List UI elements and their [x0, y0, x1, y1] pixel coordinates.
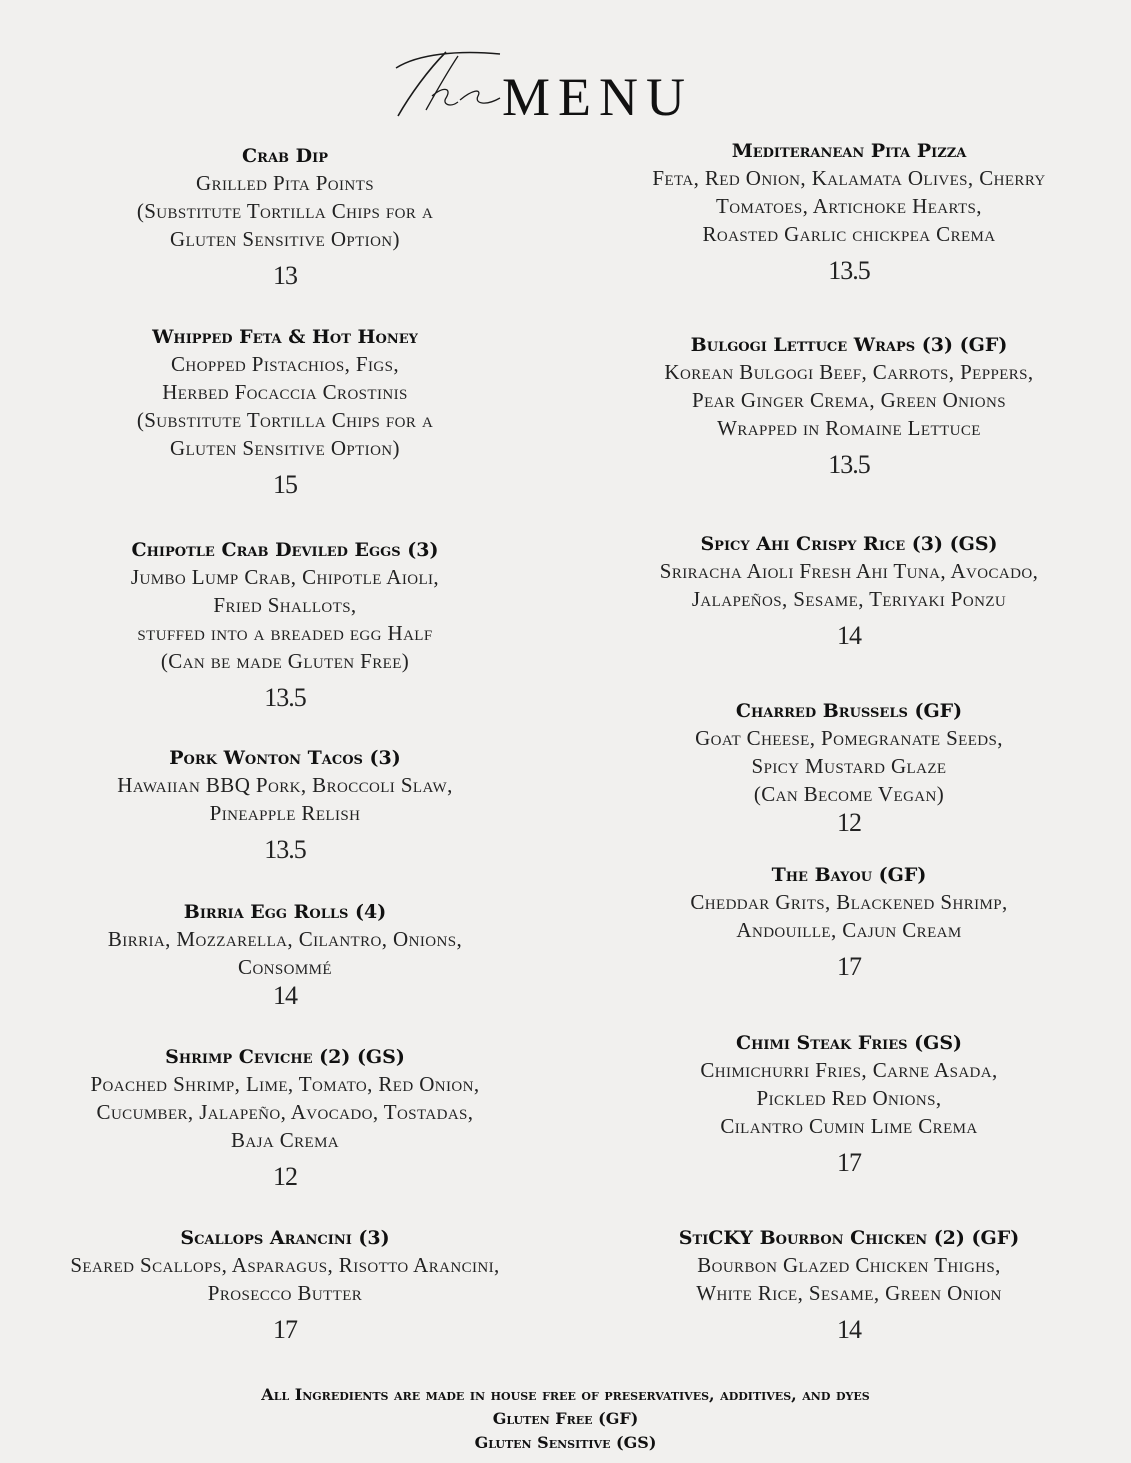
script-the-logo [388, 40, 508, 120]
footer-ingredients-note: All Ingredients are made in house free of preservatives, additives, and dyes [261, 1385, 870, 1404]
menu-item-shrimp-ceviche [30, 1044, 540, 1192]
item-name: Whipped Feta & Hot Honey [152, 326, 418, 348]
item-price: 13.5 [264, 683, 306, 712]
footer-gf-legend: Gluten Free (GF) [492, 1409, 639, 1428]
item-desc-line: Pickled Red Onions, [756, 1086, 942, 1110]
item-desc-line: (Substitute Tortilla Chips for a [136, 199, 434, 223]
item-name: Scallops Arancini (3) [180, 1227, 390, 1249]
item-name: Bulgogi Lettuce Wraps (3) (GF) [690, 334, 1008, 356]
item-desc-line: (Substitute Tortilla Chips for a [136, 408, 434, 432]
item-desc-line: Herbed Focaccia Crostinis [162, 380, 408, 404]
item-desc-line: Prosecco Butter [207, 1281, 363, 1305]
item-price: 17 [837, 1148, 861, 1177]
item-desc-line: Wrapped in Romaine Lettuce [717, 416, 981, 440]
menu-item-bulgogi-lettuce-wraps [594, 332, 1104, 480]
item-price: 13 [273, 261, 297, 290]
menu-item-the-bayou [594, 862, 1104, 982]
item-price: 14 [837, 1315, 861, 1344]
menu-item-crab-dip [30, 143, 540, 291]
menu-item-whipped-feta [30, 324, 540, 500]
item-desc-line: Seared Scallops, Asparagus, Risotto Arancini, [70, 1253, 500, 1277]
item-price: 14 [273, 981, 297, 1010]
item-desc-line: Korean Bulgogi Beef, Carrots, Peppers, [664, 360, 1034, 384]
item-desc-line: Goat Cheese, Pomegranate Seeds, [695, 726, 1003, 750]
item-desc-line: Baja Crema [230, 1128, 340, 1152]
item-price: 15 [273, 470, 297, 499]
item-desc-line: Chopped Pistachios, Figs, [170, 352, 400, 376]
item-desc-line: Tomatoes, Artichoke Hearts, [716, 194, 982, 218]
item-desc-line: Gluten Sensitive Option) [170, 227, 400, 251]
item-desc-line: Birria, Mozzarella, Cilantro, Onions, [107, 927, 463, 951]
menu-item-charred-brussels [594, 698, 1104, 838]
item-desc-line: Gluten Sensitive Option) [170, 436, 400, 460]
menu-item-chimi-steak-fries [594, 1030, 1104, 1178]
menu-item-birria-egg-rolls [30, 899, 540, 1011]
item-name: The Bayou (GF) [771, 864, 927, 886]
item-name: Mediteranean Pita Pizza [731, 140, 967, 162]
item-desc-line: stuffed into a breaded egg Half [137, 621, 433, 645]
item-price: 13.5 [264, 835, 306, 864]
item-desc-line: Feta, Red Onion, Kalamata Olives, Cherry [652, 166, 1046, 190]
item-name: Chimi Steak Fries (GS) [735, 1032, 963, 1054]
item-desc-line: Cilantro Cumin Lime Crema [720, 1114, 978, 1138]
item-price: 14 [837, 621, 861, 650]
item-desc-line: Jalapeños, Sesame, Teriyaki Ponzu [691, 587, 1007, 611]
menu-title: MENU [502, 67, 693, 127]
item-price: 13.5 [828, 450, 870, 479]
menu-item-chipotle-crab-deviled-eggs [30, 537, 540, 713]
menu-item-scallops-arancini [30, 1225, 540, 1345]
item-desc-line: Spicy Mustard Glaze [751, 754, 947, 778]
item-price: 12 [273, 1162, 297, 1191]
item-name: Shrimp Ceviche (2) (GS) [165, 1046, 405, 1068]
item-name: Crab Dip [242, 145, 328, 167]
menu-item-pork-wonton-tacos [30, 745, 540, 865]
item-desc-line: (Can Become Vegan) [753, 782, 945, 806]
item-name: Chipotle Crab Deviled Eggs (3) [131, 539, 439, 561]
item-desc-line: Roasted Garlic chickpea Crema [702, 222, 996, 246]
menu-item-spicy-ahi-crispy-rice [594, 531, 1104, 651]
item-name: Spicy Ahi Crispy Rice (3) (GS) [700, 533, 998, 555]
item-desc-line: Andouille, Cajun Cream [736, 918, 962, 942]
item-desc-line: Hawaiian BBQ Pork, Broccoli Slaw, [117, 773, 453, 797]
item-desc-line: Jumbo Lump Crab, Chipotle Aioli, [130, 565, 440, 589]
item-desc-line: Poached Shrimp, Lime, Tomato, Red Onion, [90, 1072, 480, 1096]
menu-header [0, 22, 1131, 132]
footer-gs-legend: Gluten Sensitive (GS) [474, 1433, 657, 1452]
menu-item-mediteranean-pita-pizza [594, 138, 1104, 286]
item-desc-line: Cucumber, Jalapeño, Avocado, Tostadas, [96, 1100, 474, 1124]
item-price: 17 [837, 952, 861, 981]
item-desc-line: White Rice, Sesame, Green Onion [696, 1281, 1002, 1305]
item-desc-line: Fried Shallots, [213, 593, 357, 617]
item-name: StiCKY Bourbon Chicken (2) (GF) [678, 1227, 1020, 1249]
item-desc-line: (Can be made Gluten Free) [160, 649, 410, 673]
menu-footer [0, 1383, 1131, 1455]
item-name: Pork Wonton Tacos (3) [169, 747, 401, 769]
item-desc-line: Cheddar Grits, Blackened Shrimp, [690, 890, 1008, 914]
menu-item-sticky-bourbon-chicken [594, 1225, 1104, 1345]
item-name: Charred Brussels (GF) [735, 700, 963, 722]
item-desc-line: Grilled Pita Points [196, 171, 374, 195]
item-desc-line: Consommé [238, 955, 332, 979]
item-desc-line: Sriracha Aioli Fresh Ahi Tuna, Avocado, [659, 559, 1039, 583]
item-desc-line: Pineapple Relish [209, 801, 361, 825]
item-desc-line: Chimichurri Fries, Carne Asada, [700, 1058, 998, 1082]
item-price: 12 [837, 808, 861, 837]
item-desc-line: Bourbon Glazed Chicken Thighs, [697, 1253, 1001, 1277]
item-desc-line: Pear Ginger Crema, Green Onions [692, 388, 1006, 412]
item-name: Birria Egg Rolls (4) [183, 901, 387, 923]
item-price: 17 [273, 1315, 297, 1344]
item-price: 13.5 [828, 256, 870, 285]
